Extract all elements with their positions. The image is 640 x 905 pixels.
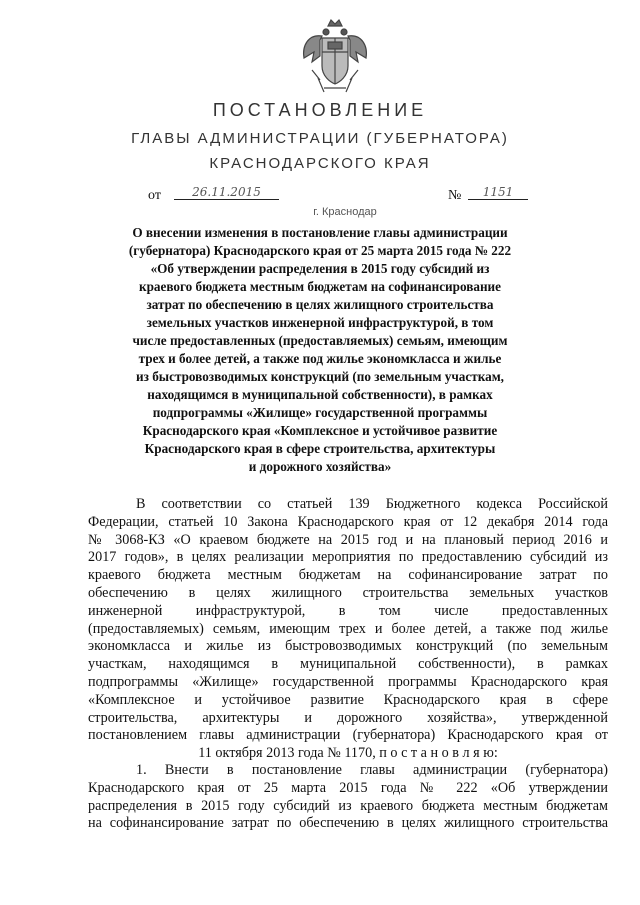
clause-1-paragraph — [88, 762, 608, 833]
paragraph-line: инженерной инфраструктурой, в том числе предоставленных — [88, 602, 608, 619]
document-type-title: ПОСТАНОВЛЕНИЕ — [212, 100, 428, 120]
title-line: земельных участков инженерной инфраструктурой, в том — [146, 315, 494, 330]
title-line: краевого бюджета местным бюджетам на софинансирование — [138, 279, 502, 294]
city-line — [0, 206, 640, 218]
paragraph-line: «Комплексное и устойчивое развитие Краснодарского края в сфере — [88, 691, 608, 708]
title-line: О внесении изменения в постановление главы администрации — [132, 225, 508, 240]
paragraph-line: краевого бюджета местным бюджетам на софинансирование затрат по — [88, 567, 608, 584]
title-line: находящимся в муниципальной собственности), в рамках — [147, 387, 493, 402]
date-value: 26.11.2015 — [174, 185, 279, 200]
preamble-paragraph — [88, 496, 608, 763]
paragraph-line: обеспечению в целях жилищного строительства земельных участков — [88, 584, 608, 601]
paragraph-line: строительства, архитектуры и дорожного хозяйства», утвержденной — [88, 709, 608, 726]
paragraph-line: подпрограммы «Жилище» государственной программы Краснодарского края — [88, 673, 608, 690]
title-line: Краснодарского края в сфере строительства, архитектуры — [144, 441, 496, 456]
paragraph-line: 2017 годов», в целях реализации мероприятия по предоставлению субсидий из — [88, 549, 608, 566]
paragraph-line: экономкласса и жилье из быстровозводимых конструкций (по земельным — [88, 638, 608, 655]
title-line: числе предоставленных (предоставляемых) семьям, имеющим — [132, 333, 508, 348]
city-name: г. Краснодар — [313, 206, 377, 218]
date-label: от — [148, 188, 161, 203]
paragraph-line: участкам, находящимся в муниципальной собственности), в рамках — [88, 656, 608, 673]
title-line: подпрограммы «Жилище» государственной программы — [152, 405, 488, 420]
number-label: № — [448, 188, 462, 203]
paragraph-line: № 3068-КЗ «О краевом бюджете на 2015 год и на плановый период 2016 и — [88, 531, 608, 548]
paragraph-line: В соответствии со статьей 139 Бюджетного кодекса Российской — [136, 496, 608, 512]
title-line: затрат по обеспечению в целях жилищного строительства — [146, 297, 494, 312]
paragraph-line: распределения в 2015 году субсидий из краевого бюджета местным бюджетам — [88, 797, 608, 814]
paragraph-line: постановлением главы администрации (губернатора) Краснодарского края от — [88, 727, 608, 744]
paragraph-line: (предоставляемых) семьям, имеющим трех и более детей, а также под жилье — [88, 620, 608, 637]
paragraph-line: Федерации, статьей 10 Закона Краснодарского края от 12 декабря 2014 года — [88, 513, 608, 530]
paragraph-line: 1. Внести в постановление главы администрации (губернатора) — [136, 762, 608, 778]
title-line: (губернатора) Краснодарского края от 25 марта 2015 года № 222 — [128, 243, 512, 258]
title-line: «Об утверждении распределения в 2015 году субсидий из — [150, 261, 490, 276]
coat-of-arms-icon — [298, 18, 372, 96]
issuing-authority: ГЛАВЫ АДМИНИСТРАЦИИ (ГУБЕРНАТОРА) — [131, 130, 509, 147]
paragraph-line: Краснодарского края от 25 марта 2015 года № 222 «Об утверждении — [88, 779, 608, 796]
document-title — [100, 224, 540, 476]
number-value: 1151 — [468, 185, 528, 200]
title-line: Краснодарского края «Комплексное и устойчивое развитие — [142, 423, 498, 438]
date-number-line — [148, 185, 514, 208]
title-line: трех и более детей, а также под жилье экономкласса и жилье — [138, 351, 502, 366]
paragraph-line: 11 октября 2013 года № 1170, п о с т а н о в л я ю: — [198, 745, 498, 762]
paragraph-line: на софинансирование затрат по обеспечению в целях жилищного строительства — [88, 815, 608, 832]
region-name: КРАСНОДАРСКОГО КРАЯ — [209, 155, 431, 172]
title-line: и дорожного хозяйства» — [248, 459, 392, 474]
title-line: из быстровозводимых конструкций (по земельным участкам, — [136, 369, 504, 384]
